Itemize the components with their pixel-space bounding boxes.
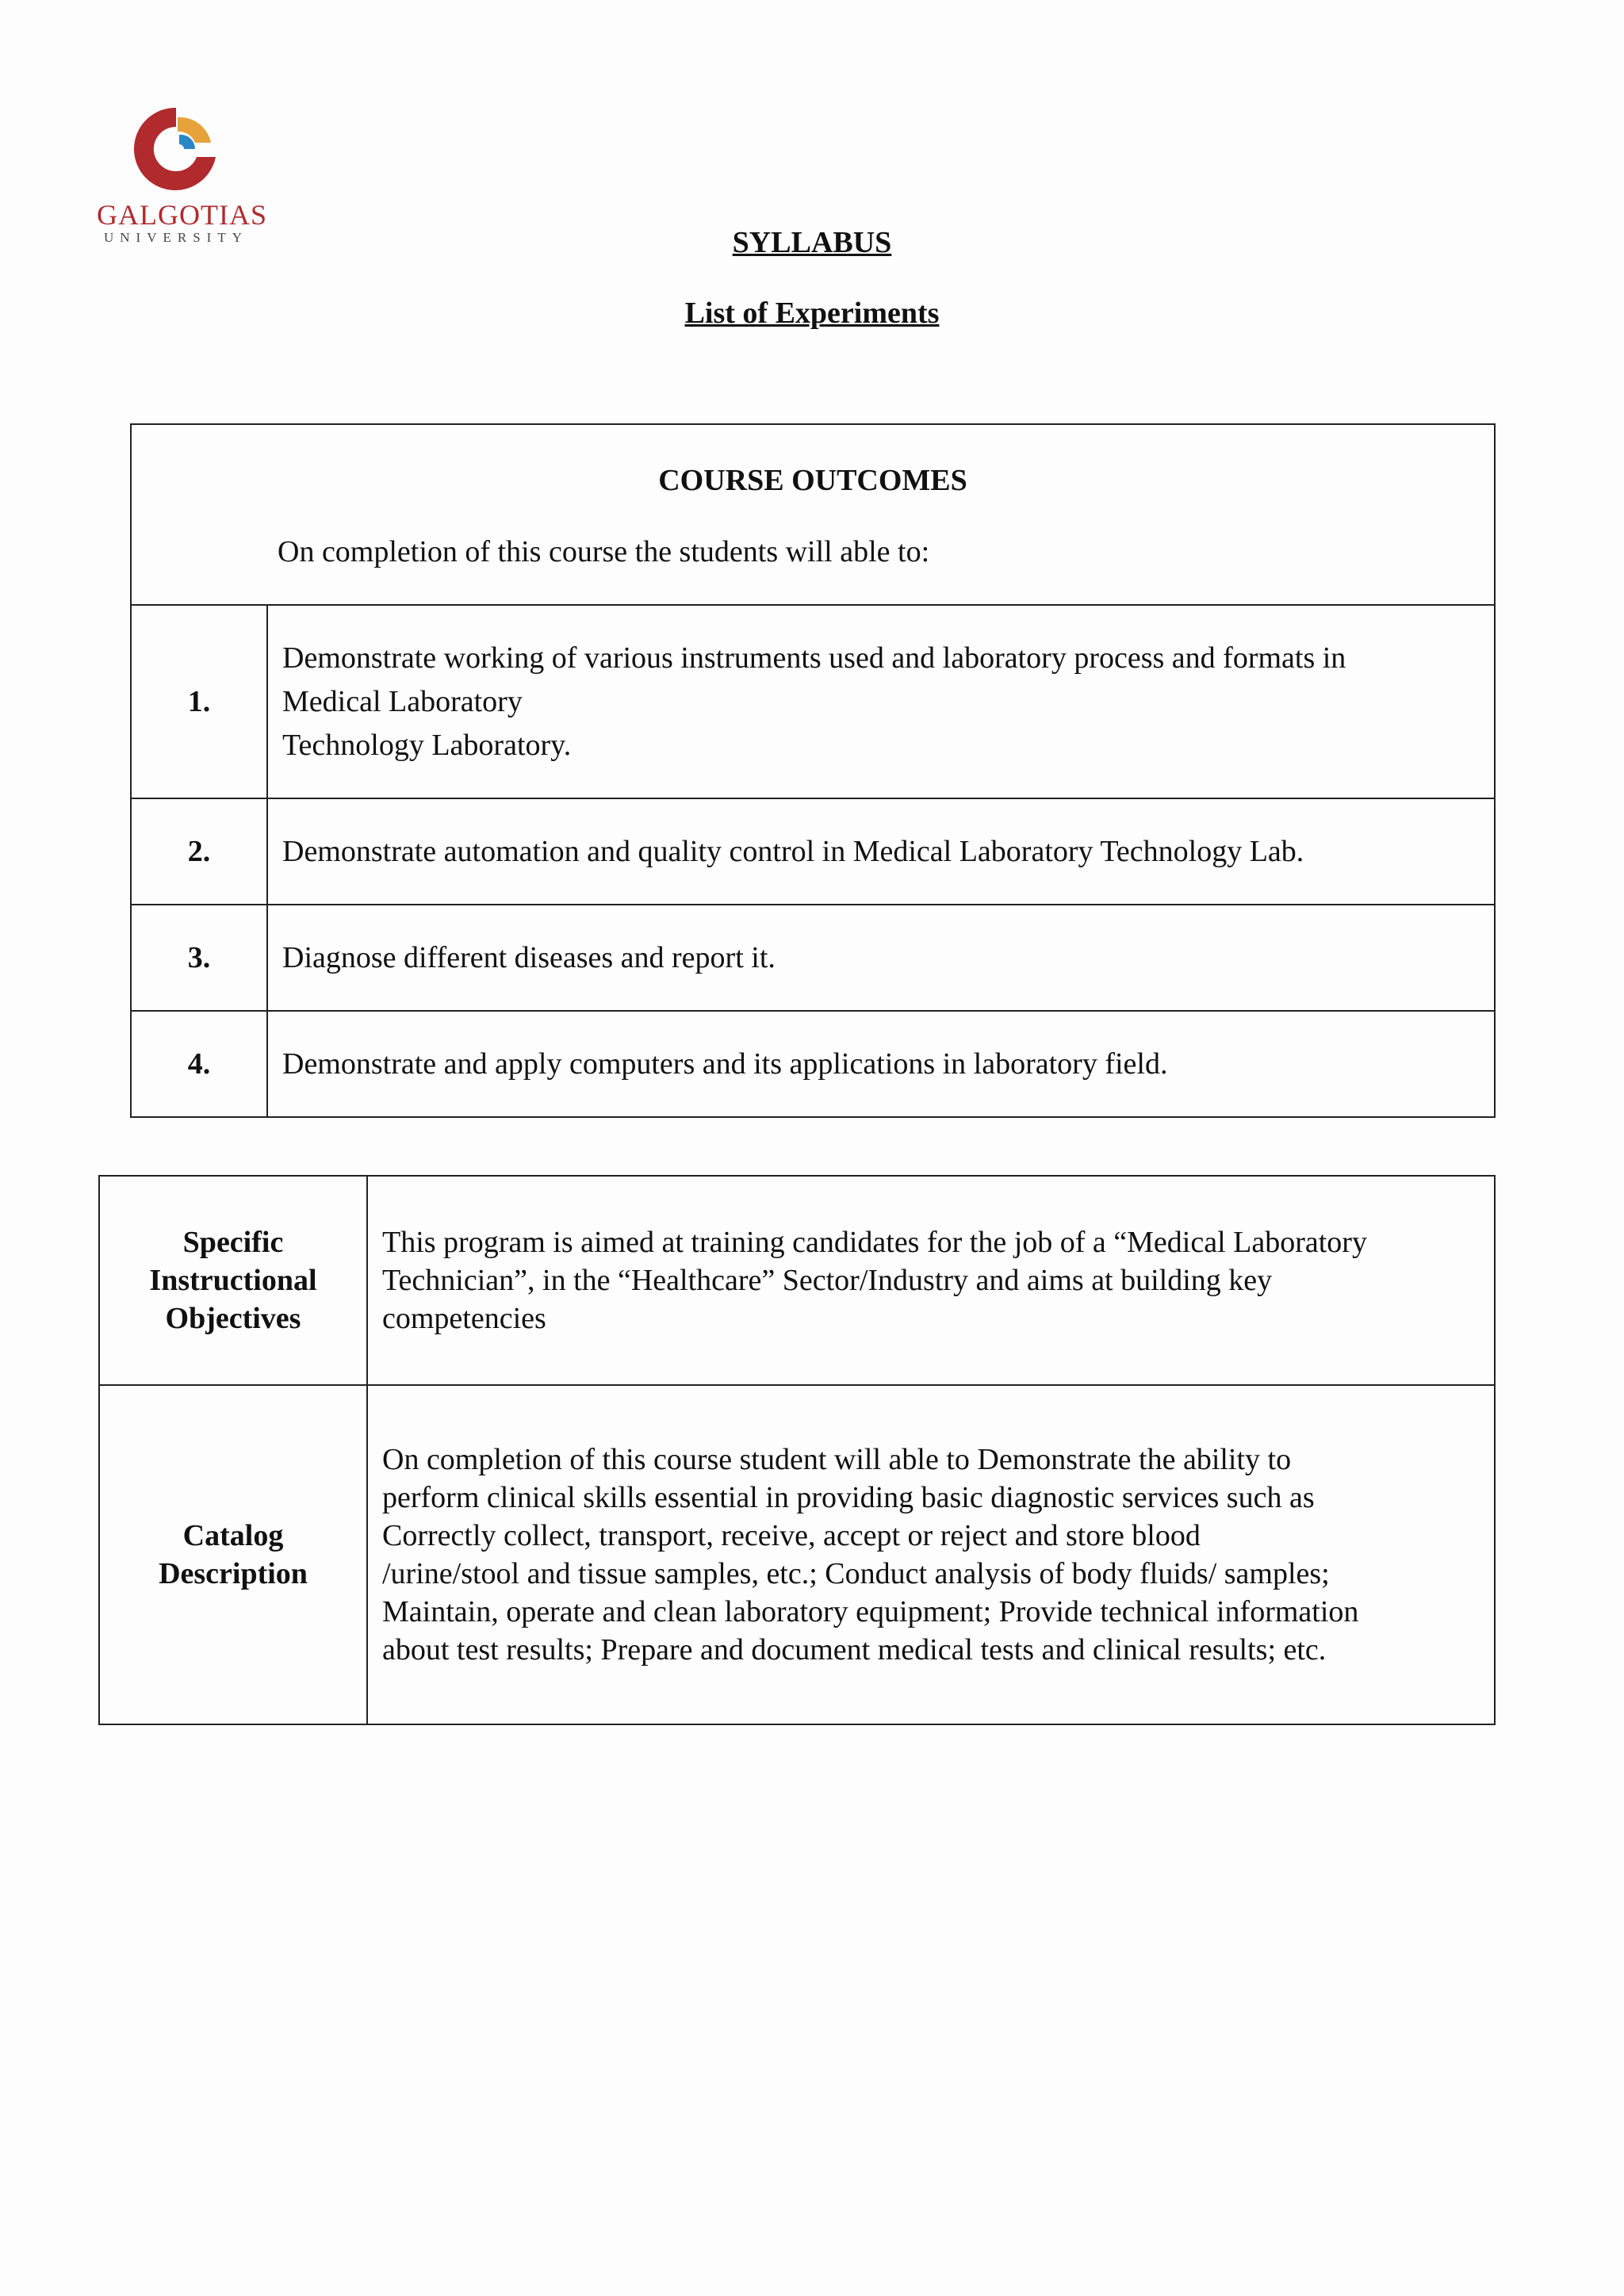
catalog-description [367,1385,1495,1724]
table-row [99,1176,1495,1385]
outcome-number: 1. [131,605,267,798]
objectives-description [367,1176,1495,1385]
description-line: /urine/stool and tissue samples, etc.; Conduct analysis of body fluids/ samples; [382,1557,1330,1590]
table-row [131,798,1495,905]
outcome-text: Diagnose different diseases and report it. [267,905,1495,1011]
description-line: Technician”, in the “Healthcare” Sector/Industry and aims at building key [382,1264,1273,1297]
label-line: Specific [182,1226,284,1259]
outcome-number: 2. [131,798,267,905]
outcome-text: Demonstrate automation and quality control in Medical Laboratory Technology Lab. [267,798,1495,905]
page-subtitle: List of Experiments [684,297,940,330]
outcome-text-line: Medical Laboratory [282,684,523,718]
table-row [99,1385,1495,1724]
description-line: On completion of this course student will able to Demonstrate the ability to [382,1443,1292,1476]
course-outcomes-header-cell [131,424,1495,605]
logo-name: GALGOTIAS [97,199,267,231]
outcome-text-line: Demonstrate working of various instruments used and laboratory process and formats in [282,641,1346,675]
outcome-text: Demonstrate and apply computers and its applications in laboratory field. [267,1011,1495,1117]
label-line: Description [159,1557,308,1590]
outcome-number: 3. [131,905,267,1011]
course-outcomes-heading: COURSE OUTCOMES [658,464,967,497]
objectives-label [99,1176,367,1385]
label-line: Objectives [165,1302,301,1335]
description-line: competencies [382,1302,546,1335]
description-line: Maintain, operate and clean laboratory equipment; Provide technical information [382,1595,1359,1628]
course-outcomes-header-row [131,424,1495,605]
label-line: Instructional [149,1264,317,1297]
university-logo [97,101,267,245]
outcome-text-line: Technology Laboratory. [282,728,572,762]
course-info-table [98,1175,1496,1725]
description-line: This program is aimed at training candidates for the job of a “Medical Laboratory [382,1226,1367,1259]
logo-swirl-icon [128,101,224,197]
description-line: perform clinical skills essential in providing basic diagnostic services such as [382,1481,1315,1514]
outcome-text [267,605,1495,798]
page-title: SYLLABUS [732,226,892,259]
description-line: Correctly collect, transport, receive, accept or reject and store blood [382,1519,1201,1552]
table-row [131,605,1495,798]
table-row [131,905,1495,1011]
course-outcomes-intro: On completion of this course the students will able to: [278,535,930,568]
table-row [131,1011,1495,1117]
outcome-number: 4. [131,1011,267,1117]
description-line: about test results; Prepare and document medical tests and clinical results; etc. [382,1633,1327,1667]
logo-subtitle: UNIVERSITY [104,230,248,245]
label-line: Catalog [182,1519,284,1552]
course-outcomes-table [130,423,1496,1118]
catalog-label [99,1385,367,1724]
